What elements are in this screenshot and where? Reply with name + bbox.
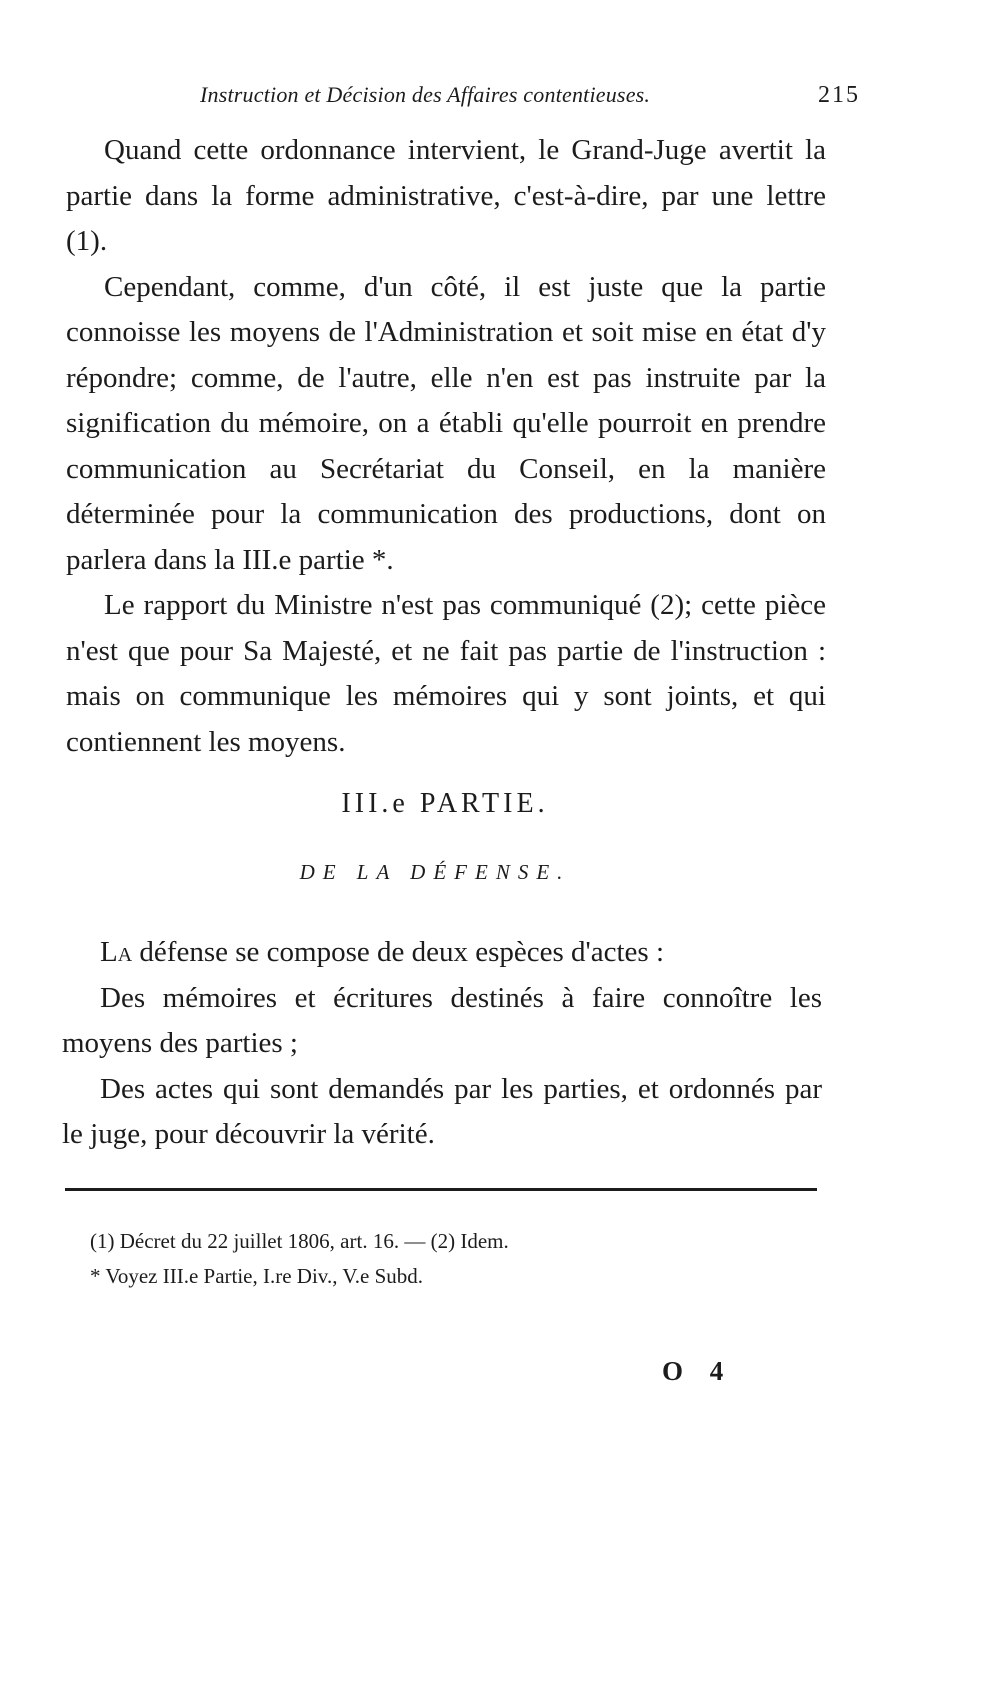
paragraph: Des actes qui sont demandés par les parties, et ordonnés par le juge, pour découvrir la vérité.	[62, 1072, 822, 1150]
footnotes	[90, 1224, 810, 1294]
paragraph: Le rapport du Ministre n'est pas communiqué (2); cette pièce n'est que pour Sa Majesté, et ne fait pas partie de l'instruction : mais on communique les mémoires qui y sont joints, et qui contiennent les moyens.	[66, 589, 826, 758]
paragraph: Quand cette ordonnance intervient, le Grand-Juge avertit la partie dans la forme administrative, c'est-à-dire, par une lettre (1).	[66, 134, 826, 257]
paragraph: Des mémoires et écritures destinés à faire connoître les moyens des parties ;	[62, 981, 822, 1059]
page-number: 215	[818, 82, 860, 108]
section-subheading: DE LA DÉFENSE.	[299, 860, 571, 884]
lead-word: La	[100, 936, 133, 968]
running-title: Instruction et Décision des Affaires contentieuses.	[200, 82, 651, 107]
paragraph-text: défense se compose de deux espèces d'actes :	[139, 936, 665, 968]
paragraph	[62, 930, 822, 976]
body-text	[66, 128, 826, 765]
section-heading: III.e PARTIE.	[341, 788, 549, 819]
footnote-divider	[65, 1188, 817, 1191]
section-text	[62, 930, 822, 1158]
paragraph: Cependant, comme, d'un côté, il est juste que la partie connoisse les moyens de l'Administration et soit mise en état d'y répondre; comme, de l'autre, elle n'en est pas instruite par la signification du mémoire, on a établi qu'elle pourroit en prendre communication au Secrétariat du Conseil, en la manière déterminée pour la communication des productions, dont on parlera dans la III.e partie *.	[66, 270, 826, 576]
footnote: * Voyez III.e Partie, I.re Div., V.e Subd.	[90, 1264, 424, 1288]
signature-mark: O 4	[662, 1356, 734, 1386]
footnote: (1) Décret du 22 juillet 1806, art. 16. — (2) Idem.	[90, 1229, 509, 1253]
